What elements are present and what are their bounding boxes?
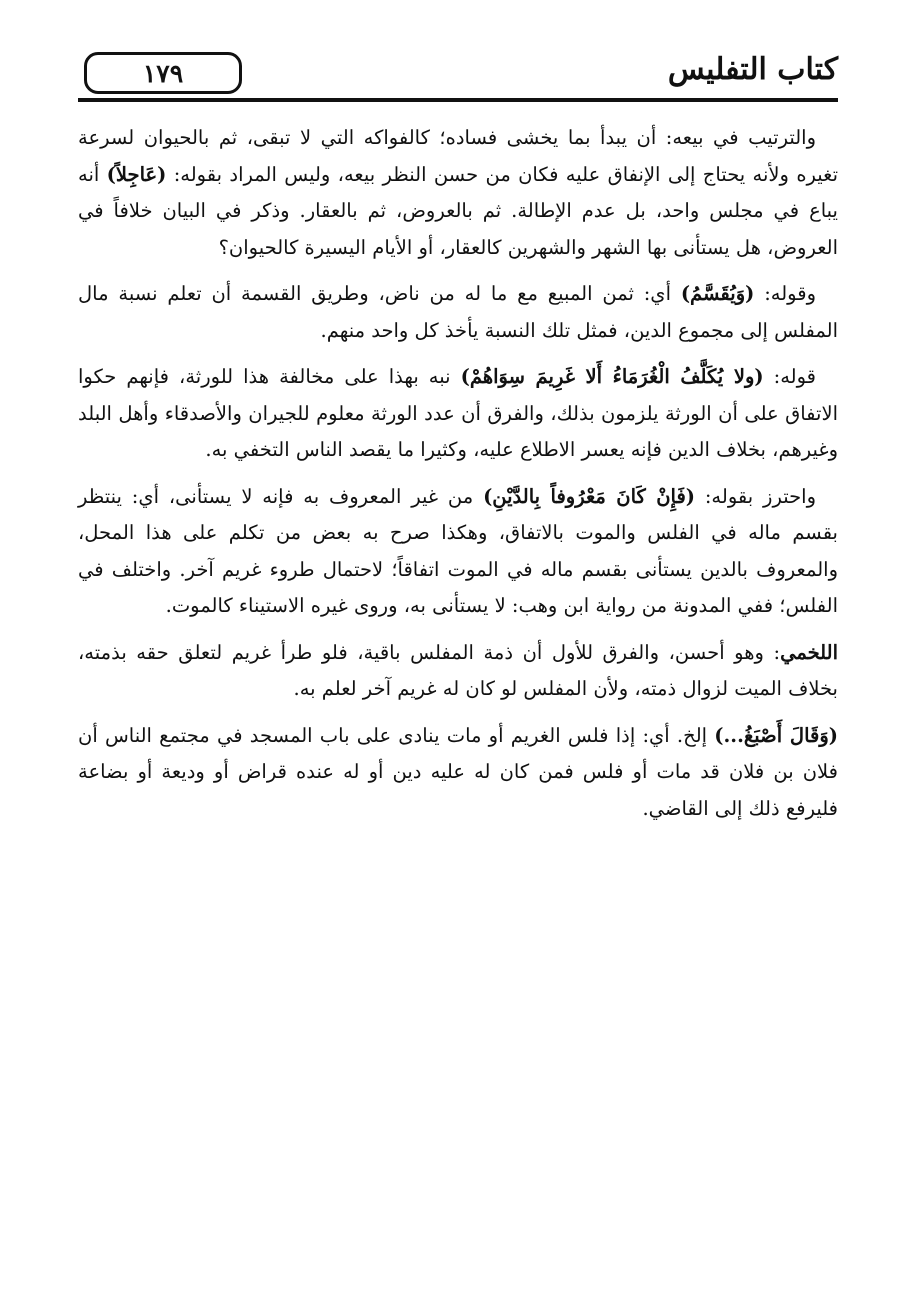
quoted-term: (فَإِنْ كَانَ مَعْرُوفاً بِالدَّيْنِ) xyxy=(483,484,696,508)
page-body xyxy=(78,120,838,837)
paragraph-text: أي: ثمن المبيع مع ما له من ناض، وطريق القسمة أن تعلم نسبة مال المفلس إلى مجموع الدين، فمثل تلك النسبة يأخذ كل واحد منهم. xyxy=(78,282,838,342)
page-header xyxy=(78,50,838,102)
paragraph-text: إلخ. أي: إذا فلس الغريم أو مات ينادى على باب المسجد في مجتمع الناس أن فلان بن فلان قد مات أو فلس فمن كان له عليه دين أو له عنده قراض أو وديعة أو بضاعة فليرفع ذلك إلى القاضي. xyxy=(78,723,838,820)
quoted-term: (وَقَالَ أَصْبَغُ...) xyxy=(714,723,838,747)
paragraph xyxy=(78,718,838,828)
page-title: كتاب التفليس xyxy=(667,52,838,87)
paragraph-text: وقوله: xyxy=(754,282,816,305)
paragraph-text: نبه بهذا على مخالفة هذا للورثة، فإنهم حكوا الاتفاق على أن الورثة يلزمون بذلك، والفرق أن عدد الورثة معلوم للجيران والأصدقاء وأهل البلد وغيرهم، بخلاف الدين فإنه يعسر الاطلاع عليه، وكثيرا ما يقصد الناس التخفي به. xyxy=(78,365,838,461)
paragraph xyxy=(78,635,838,708)
paragraph-text: من غير المعروف به فإنه لا يستأنى، أي: ينتظر بقسم ماله في الفلس والموت بالاتفاق، وهكذا صرح به بعض من تكلم على هذا المحل، والمعروف بالدين يستأنى بقسم ماله في الموت اتفاقاً؛ لاحتمال طروء غريم آخر. واختلف في الفلس؛ ففي المدونة من رواية ابن وهب: لا يستأنى به، وروى غيره الاستيناء كالموت. xyxy=(78,484,838,617)
author-name: اللخمي xyxy=(780,640,838,664)
paragraph-text: والترتيب في بيعه: أن يبدأ بما يخشى فساده؛ كالفواكه التي لا تبقى، ثم بالحيوان لسرعة تغيره ولأنه يحتاج إلى الإنفاق عليه فكان من حسن النظر بيعه، وليس المراد بقوله: xyxy=(78,126,839,186)
header-divider xyxy=(78,98,838,102)
paragraph xyxy=(78,479,838,625)
paragraph-text: : وهو أحسن، والفرق للأول أن ذمة المفلس باقية، فلو طرأ غريم لتعلق حقه بذمته، بخلاف الميت لزوال ذمته، ولأن المفلس لو كان له غريم آخر لعلم به. xyxy=(78,640,838,700)
paragraph-text: واحترز بقوله: xyxy=(695,484,816,508)
paragraph xyxy=(78,359,838,469)
quoted-term: (عَاجِلاً) xyxy=(106,162,167,186)
paragraph xyxy=(78,276,838,349)
paragraph-text: أنه يباع في مجلس واحد، بل عدم الإطالة. ثم بالعروض، ثم بالعقار. وذكر في البيان خلافاً في العروض، هل يستأنى بها الشهر والشهرين كالعقار، أو الأيام اليسيرة كالحيوان؟ xyxy=(78,162,838,259)
paragraph xyxy=(78,120,838,266)
quoted-term: (ولا يُكَلَّفُ الْغُرَمَاءُ أَلا غَرِيمَ سِوَاهُمْ) xyxy=(460,365,764,388)
quoted-term: (وَيُقَسَّمُ) xyxy=(680,282,755,305)
page-number: ١٧٩ xyxy=(84,52,242,94)
paragraph-text: قوله: xyxy=(763,365,816,388)
